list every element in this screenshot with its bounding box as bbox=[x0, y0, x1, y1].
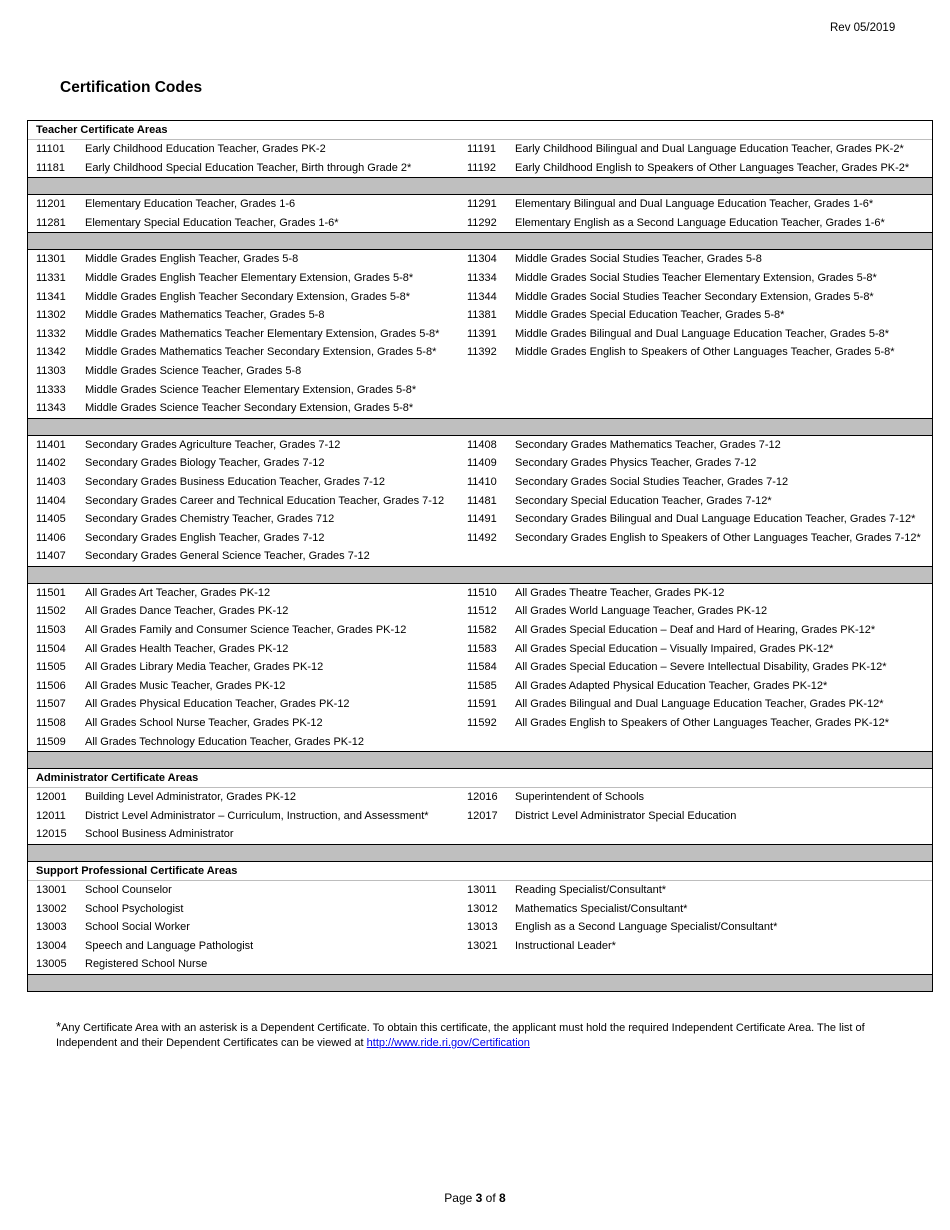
certificate-code: 11344 bbox=[467, 290, 497, 303]
certificate-name: Middle Grades Science Teacher, Grades 5-8 bbox=[85, 364, 302, 377]
certificate-name: Middle Grades Social Studies Teacher Secondary Extension, Grades 5-8* bbox=[515, 290, 874, 303]
certificate-code: 11502 bbox=[36, 605, 66, 618]
certificate-name: Secondary Grades Biology Teacher, Grades 7-12 bbox=[85, 457, 325, 470]
table-row bbox=[28, 547, 932, 566]
table-row bbox=[28, 695, 932, 714]
certificate-code: 11583 bbox=[467, 642, 497, 655]
certificate-code: 11492 bbox=[467, 531, 497, 544]
certificate-code: 11291 bbox=[467, 198, 497, 211]
certificate-code: 12015 bbox=[36, 828, 67, 841]
table-row bbox=[28, 529, 932, 548]
table-row bbox=[28, 269, 932, 288]
certificate-name: Middle Grades English Teacher, Grades 5-8 bbox=[85, 253, 299, 266]
certificate-code: 11585 bbox=[467, 679, 497, 692]
certificate-name: Elementary Special Education Teacher, Grades 1-6* bbox=[85, 216, 339, 229]
certificate-code: 11404 bbox=[36, 494, 66, 507]
table-row bbox=[28, 733, 932, 752]
certificate-name: All Grades Bilingual and Dual Language Education Teacher, Grades PK-12* bbox=[515, 698, 884, 711]
certificate-code: 11508 bbox=[36, 717, 66, 730]
certificate-code: 11402 bbox=[36, 457, 66, 470]
table-row bbox=[28, 937, 932, 956]
section-header bbox=[28, 862, 932, 881]
certificate-name: Early Childhood Bilingual and Dual Language Education Teacher, Grades PK-2* bbox=[515, 143, 904, 155]
certificate-name: School Social Worker bbox=[85, 921, 190, 934]
section-header-label: Teacher Certificate Areas bbox=[36, 124, 168, 136]
section-header-label: Administrator Certificate Areas bbox=[36, 772, 199, 785]
certificate-code: 11481 bbox=[467, 494, 497, 507]
certificate-name: Middle Grades Mathematics Teacher Elementary Extension, Grades 5-8* bbox=[85, 327, 440, 340]
certificate-code: 11381 bbox=[467, 309, 497, 322]
certificate-name: All Grades Technology Education Teacher, Grades PK-12 bbox=[85, 735, 365, 748]
certificate-code: 11584 bbox=[467, 661, 497, 674]
certificate-code: 13013 bbox=[467, 921, 498, 934]
asterisk-marker: * bbox=[56, 1019, 62, 1034]
table-row bbox=[28, 640, 932, 659]
certificate-name: All Grades Theatre Teacher, Grades PK-12 bbox=[515, 586, 725, 599]
certificate-code: 13002 bbox=[36, 902, 67, 915]
footnote bbox=[56, 1019, 906, 1051]
certificate-name: Secondary Grades Business Education Teacher, Grades 7-12 bbox=[85, 475, 386, 488]
table-row bbox=[28, 288, 932, 307]
certificate-code: 11501 bbox=[36, 586, 66, 599]
certificate-code: 11333 bbox=[36, 383, 66, 396]
table-row bbox=[28, 140, 932, 159]
certificate-name: Secondary Grades Chemistry Teacher, Grades 712 bbox=[85, 513, 335, 526]
table-row bbox=[28, 250, 932, 269]
certificate-code: 13005 bbox=[36, 958, 67, 971]
certificate-code: 11401 bbox=[36, 438, 66, 451]
certificate-name: All Grades Library Media Teacher, Grades PK-12 bbox=[85, 661, 324, 674]
certificate-code: 11409 bbox=[467, 457, 497, 470]
certificate-code: 11303 bbox=[36, 364, 66, 377]
table-row bbox=[28, 881, 932, 900]
certificate-code: 11292 bbox=[467, 216, 497, 229]
table-row bbox=[28, 788, 932, 807]
table-row bbox=[28, 159, 932, 178]
table-row bbox=[28, 918, 932, 937]
certificate-code: 11510 bbox=[467, 586, 497, 599]
certificate-name: School Psychologist bbox=[85, 902, 184, 915]
certificate-code: 11191 bbox=[467, 143, 496, 155]
certification-link[interactable]: http://www.ride.ri.gov/Certification bbox=[366, 1037, 530, 1049]
section-divider bbox=[28, 177, 932, 195]
certificate-name: School Counselor bbox=[85, 884, 172, 896]
certificate-name: School Business Administrator bbox=[85, 828, 234, 841]
certificate-name: Middle Grades Science Teacher Secondary Extension, Grades 5-8* bbox=[85, 402, 414, 415]
certificate-name: Registered School Nurse bbox=[85, 958, 208, 971]
certificate-name: All Grades English to Speakers of Other Languages Teacher, Grades PK-12* bbox=[515, 717, 890, 730]
certificate-code: 11507 bbox=[36, 698, 66, 711]
table-row bbox=[28, 195, 932, 214]
certificate-code: 11101 bbox=[36, 143, 65, 155]
certificate-code: 11591 bbox=[467, 698, 497, 711]
certificate-name: All Grades Adapted Physical Education Teacher, Grades PK-12* bbox=[515, 679, 828, 692]
table-row bbox=[28, 454, 932, 473]
certificate-code: 11504 bbox=[36, 642, 66, 655]
certificate-code: 11201 bbox=[36, 198, 66, 211]
certification-codes-table bbox=[27, 120, 933, 992]
certificate-code: 11181 bbox=[36, 161, 65, 174]
certificate-name: All Grades Special Education – Visually Impaired, Grades PK-12* bbox=[515, 642, 834, 655]
certificate-name: District Level Administrator – Curriculum, Instruction, and Assessment* bbox=[85, 809, 429, 822]
certificate-code: 11410 bbox=[467, 475, 497, 488]
table-row bbox=[28, 955, 932, 974]
table-row bbox=[28, 714, 932, 733]
revision-date: Rev 05/2019 bbox=[830, 22, 896, 34]
certificate-code: 11408 bbox=[467, 438, 497, 451]
certificate-name: Secondary Grades Career and Technical Education Teacher, Grades 7-12 bbox=[85, 494, 445, 507]
certificate-code: 11281 bbox=[36, 216, 66, 229]
section-divider bbox=[28, 844, 932, 862]
section-header bbox=[28, 769, 932, 788]
certificate-code: 13004 bbox=[36, 939, 67, 952]
certificate-code: 11302 bbox=[36, 309, 66, 322]
certificate-code: 13012 bbox=[467, 902, 498, 915]
certificate-name: All Grades Health Teacher, Grades PK-12 bbox=[85, 642, 289, 655]
certificate-code: 11331 bbox=[36, 271, 66, 284]
certificate-code: 11332 bbox=[36, 327, 66, 340]
certificate-name: Secondary Grades Agriculture Teacher, Grades 7-12 bbox=[85, 438, 341, 451]
certificate-code: 11403 bbox=[36, 475, 66, 488]
certificate-code: 11192 bbox=[467, 161, 496, 174]
certificate-name: Middle Grades Social Studies Teacher Elementary Extension, Grades 5-8* bbox=[515, 271, 877, 284]
certificate-name: Secondary Grades English to Speakers of Other Languages Teacher, Grades 7-12* bbox=[515, 531, 921, 544]
certificate-code: 11391 bbox=[467, 327, 497, 340]
table-row bbox=[28, 436, 932, 455]
certificate-name: Middle Grades Special Education Teacher, Grades 5-8* bbox=[515, 309, 785, 322]
table-row bbox=[28, 399, 932, 418]
certificate-code: 12017 bbox=[467, 809, 498, 822]
certificate-name: Secondary Grades Bilingual and Dual Language Education Teacher, Grades 7-12* bbox=[515, 513, 916, 526]
certificate-name: Secondary Grades Physics Teacher, Grades 7-12 bbox=[515, 457, 757, 470]
certificate-name: Building Level Administrator, Grades PK-12 bbox=[85, 791, 296, 804]
table-row bbox=[28, 825, 932, 844]
certificate-name: All Grades Special Education – Deaf and Hard of Hearing, Grades PK-12* bbox=[515, 624, 876, 637]
certificate-name: Middle Grades English to Speakers of Other Languages Teacher, Grades 5-8* bbox=[515, 346, 895, 359]
certificate-code: 11341 bbox=[36, 290, 66, 303]
certificate-code: 13021 bbox=[467, 939, 498, 952]
certificate-code: 11406 bbox=[36, 531, 66, 544]
certificate-name: Middle Grades English Teacher Elementary Extension, Grades 5-8* bbox=[85, 271, 414, 284]
table-row bbox=[28, 325, 932, 344]
certificate-name: Secondary Grades General Science Teacher, Grades 7-12 bbox=[85, 550, 370, 563]
certificate-code: 11342 bbox=[36, 346, 66, 359]
certificate-name: All Grades Family and Consumer Science Teacher, Grades PK-12 bbox=[85, 624, 407, 637]
certificate-code: 11509 bbox=[36, 735, 66, 748]
table-row bbox=[28, 343, 932, 362]
certificate-code: 11582 bbox=[467, 624, 497, 637]
certificate-name: Elementary Bilingual and Dual Language Education Teacher, Grades 1-6* bbox=[515, 198, 874, 211]
certificate-code: 11491 bbox=[467, 513, 497, 526]
certificate-name: All Grades Special Education – Severe Intellectual Disability, Grades PK-12* bbox=[515, 661, 887, 674]
total-pages: 8 bbox=[499, 1191, 506, 1205]
certificate-code: 11343 bbox=[36, 402, 66, 415]
page-number: Page 3 of 8 bbox=[444, 1191, 506, 1205]
section-header-label: Support Professional Certificate Areas bbox=[36, 865, 238, 877]
certificate-name: Middle Grades Mathematics Teacher Secondary Extension, Grades 5-8* bbox=[85, 346, 437, 359]
certificate-name: All Grades Art Teacher, Grades PK-12 bbox=[85, 586, 271, 599]
certificate-name: District Level Administrator Special Education bbox=[515, 809, 737, 822]
section-divider bbox=[28, 232, 932, 250]
certificate-code: 11505 bbox=[36, 661, 66, 674]
table-row bbox=[28, 492, 932, 511]
section-divider bbox=[28, 418, 932, 436]
certificate-code: 13003 bbox=[36, 921, 67, 934]
certificate-name: Middle Grades Bilingual and Dual Language Education Teacher, Grades 5-8* bbox=[515, 327, 890, 340]
table-row bbox=[28, 602, 932, 621]
section-divider bbox=[28, 566, 932, 584]
table-row bbox=[28, 510, 932, 529]
certificate-code: 11334 bbox=[467, 271, 497, 284]
page-title: Certification Codes bbox=[60, 79, 203, 96]
certificate-code: 11512 bbox=[467, 605, 497, 618]
certificate-code: 11392 bbox=[467, 346, 497, 359]
certificate-name: Secondary Grades English Teacher, Grades 7-12 bbox=[85, 531, 325, 544]
certificate-name: Secondary Grades Social Studies Teacher, Grades 7-12 bbox=[515, 475, 789, 488]
certificate-name: Early Childhood Education Teacher, Grades PK-2 bbox=[85, 143, 326, 155]
table-row bbox=[28, 658, 932, 677]
current-page: 3 bbox=[475, 1191, 483, 1205]
certificate-code: 13001 bbox=[36, 884, 67, 896]
certificate-code: 11304 bbox=[467, 253, 497, 266]
footnote-text: Any Certificate Area with an asterisk is a Dependent Certificate. To obtain this certificate, the applicant must hold the required Independent Certificate Area. The list of Independent and their Dependent Certificates can be viewed at bbox=[56, 1022, 865, 1049]
table-row bbox=[28, 807, 932, 826]
certificate-code: 11506 bbox=[36, 679, 66, 692]
certificate-code: 12001 bbox=[36, 791, 67, 804]
certificate-code: 12011 bbox=[36, 809, 66, 822]
table-row bbox=[28, 381, 932, 400]
certificate-name: All Grades World Language Teacher, Grades PK-12 bbox=[515, 605, 768, 618]
table-row bbox=[28, 621, 932, 640]
certificate-name: Early Childhood Special Education Teacher, Birth through Grade 2* bbox=[85, 161, 412, 174]
certificate-name: All Grades School Nurse Teacher, Grades PK-12 bbox=[85, 717, 323, 730]
certificate-name: All Grades Music Teacher, Grades PK-12 bbox=[85, 679, 286, 692]
certificate-name: Superintendent of Schools bbox=[515, 791, 645, 804]
section-divider bbox=[28, 751, 932, 769]
table-row bbox=[28, 306, 932, 325]
certificate-code: 12016 bbox=[467, 791, 498, 804]
section-header bbox=[28, 121, 932, 140]
certificate-name: Early Childhood English to Speakers of Other Languages Teacher, Grades PK-2* bbox=[515, 161, 910, 174]
certificate-name: Middle Grades Science Teacher Elementary Extension, Grades 5-8* bbox=[85, 383, 417, 396]
table-row bbox=[28, 473, 932, 492]
certificate-name: Instructional Leader* bbox=[515, 939, 616, 952]
certificate-name: Mathematics Specialist/Consultant* bbox=[515, 902, 688, 915]
certificate-name: Reading Specialist/Consultant* bbox=[515, 884, 667, 896]
certificate-name: Secondary Special Education Teacher, Grades 7-12* bbox=[515, 494, 772, 507]
certificate-code: 11407 bbox=[36, 550, 66, 563]
certificate-name: English as a Second Language Specialist/Consultant* bbox=[515, 921, 778, 934]
table-row bbox=[28, 900, 932, 919]
certificate-code: 11405 bbox=[36, 513, 66, 526]
certificate-name: Middle Grades English Teacher Secondary Extension, Grades 5-8* bbox=[85, 290, 411, 303]
section-divider bbox=[28, 974, 932, 991]
certificate-name: Elementary Education Teacher, Grades 1-6 bbox=[85, 198, 296, 211]
table-row bbox=[28, 677, 932, 696]
certificate-name: Secondary Grades Mathematics Teacher, Grades 7-12 bbox=[515, 438, 781, 451]
table-row bbox=[28, 584, 932, 603]
certificate-name: All Grades Physical Education Teacher, Grades PK-12 bbox=[85, 698, 350, 711]
certificate-code: 11503 bbox=[36, 624, 66, 637]
certificate-name: Elementary English as a Second Language Education Teacher, Grades 1-6* bbox=[515, 216, 885, 229]
certificate-code: 11301 bbox=[36, 253, 66, 266]
certificate-name: Middle Grades Mathematics Teacher, Grades 5-8 bbox=[85, 309, 325, 322]
table-row bbox=[28, 362, 932, 381]
certificate-code: 11592 bbox=[467, 717, 497, 730]
certificate-code: 13011 bbox=[467, 884, 497, 896]
table-row bbox=[28, 214, 932, 233]
certificate-name: Middle Grades Social Studies Teacher, Grades 5-8 bbox=[515, 253, 762, 266]
certificate-name: All Grades Dance Teacher, Grades PK-12 bbox=[85, 605, 289, 618]
certificate-name: Speech and Language Pathologist bbox=[85, 939, 254, 952]
